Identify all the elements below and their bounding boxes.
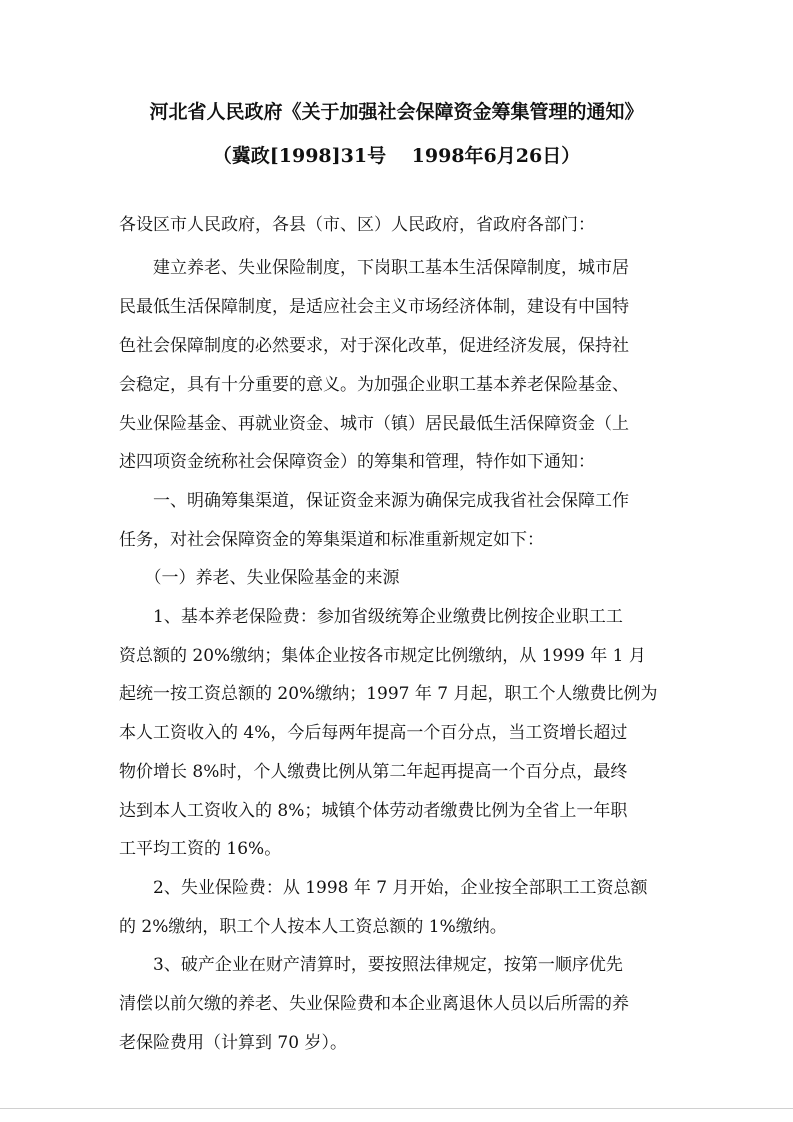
page-bottom-divider xyxy=(0,1108,793,1109)
body-line: 一、明确筹集渠道，保证资金来源为确保完成我省社会保障工作 xyxy=(119,491,629,511)
document-number: （冀政[1998]31号 1998年6月26日） xyxy=(212,145,581,167)
body-line: 3、破产企业在财产清算时，要按照法律规定，按第一顺序优先 xyxy=(119,955,623,975)
body-line: 1、基本养老保险费：参加省级统筹企业缴费比例按企业职工工 xyxy=(119,607,623,627)
body-line: 建立养老、失业保险制度，下岗职工基本生活保障制度，城市居 xyxy=(119,258,629,278)
body-line: 工平均工资的 16%。 xyxy=(119,839,282,859)
body-line: 失业保险基金、再就业资金、城市（镇）居民最低生活保障资金（上 xyxy=(119,414,629,434)
body-line: 起统一按工资总额的 20%缴纳；1997 年 7 月起，职工个人缴费比例为 xyxy=(119,684,658,704)
body-line: 述四项资金统称社会保障资金）的筹集和管理，特作如下通知： xyxy=(119,452,595,472)
body-line: 色社会保障制度的必然要求，对于深化改革，促进经济发展，保持社 xyxy=(119,336,629,356)
section-heading: （一）养老、失业保险基金的来源 xyxy=(119,568,400,588)
body-line: 资总额的 20%缴纳；集体企业按各市规定比例缴纳，从 1999 年 1 月 xyxy=(119,646,646,666)
body-line: 清偿以前欠缴的养老、失业保险费和本企业离退休人员以后所需的养 xyxy=(119,994,629,1014)
salutation: 各设区市人民政府，各县（市、区）人民政府，省政府各部门： xyxy=(119,215,595,235)
body-line: 的 2%缴纳，职工个人按本人工资总额的 1%缴纳。 xyxy=(119,917,507,937)
body-line: 老保险费用（计算到 70 岁）。 xyxy=(119,1033,347,1053)
body-line: 达到本人工资收入的 8%；城镇个体劳动者缴费比例为全省上一年职 xyxy=(119,801,628,821)
body-line: 本人工资收入的 4%，今后每两年提高一个百分点，当工资增长超过 xyxy=(119,723,628,743)
body-line: 民最低生活保障制度，是适应社会主义市场经济体制，建设有中国特 xyxy=(119,297,629,317)
body-line: 物价增长 8%时，个人缴费比例从第二年起再提高一个百分点，最终 xyxy=(119,762,628,782)
body-line: 任务，对社会保障资金的筹集渠道和标准重新规定如下： xyxy=(119,530,544,550)
body-line: 2、失业保险费：从 1998 年 7 月开始，企业按全部职工工资总额 xyxy=(119,878,648,898)
document-title: 河北省人民政府《关于加强社会保障资金筹集管理的通知》 xyxy=(149,101,644,123)
body-line: 会稳定，具有十分重要的意义。为加强企业职工基本养老保险基金、 xyxy=(119,375,629,395)
